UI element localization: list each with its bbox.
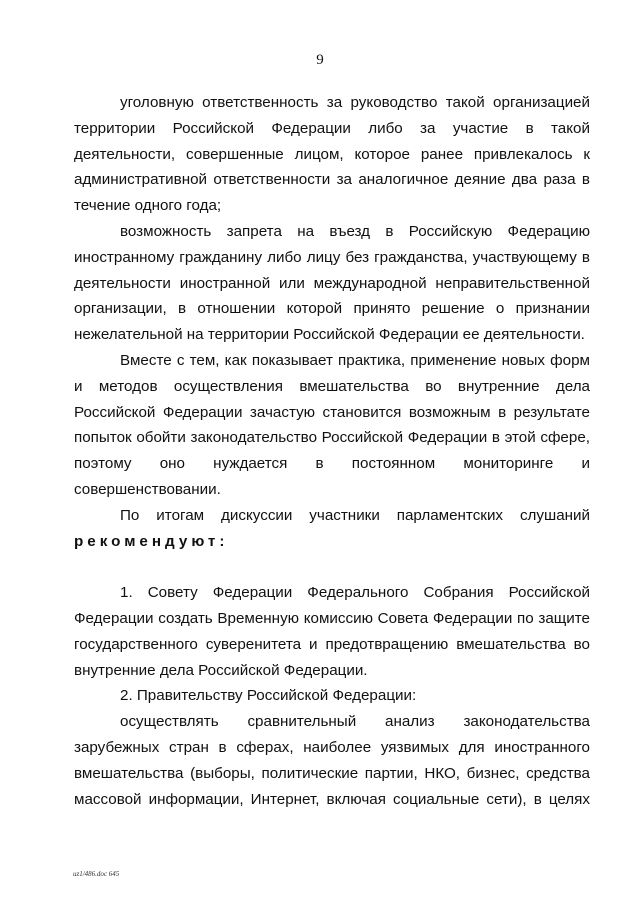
footer-filename: uz1/486.doc 645	[73, 870, 120, 878]
text-line: совершенствовании.	[74, 480, 221, 498]
page-number: 9	[316, 52, 324, 68]
text-line: внутренние дела Российской Федерации.	[74, 661, 368, 679]
document-body	[74, 90, 590, 812]
text-line: массовой информации, Интернет, включая социальные сети), в целях	[74, 790, 590, 808]
text-line: иностранному гражданину либо лицу без гражданства, участвующему в	[74, 248, 590, 266]
text-line: государственного суверенитета и предотвращению вмешательства во	[74, 635, 590, 653]
text-line: и методов осуществления вмешательства во внутренние дела	[74, 377, 590, 395]
text-line: территории Российской Федерации либо за участие в такой	[74, 119, 590, 137]
text-line: нежелательной на территории Российской Федерации ее деятельности.	[74, 326, 585, 344]
text-line: поэтому оно нуждается в постоянном мониторинге и	[74, 455, 590, 473]
text-line: деятельности иностранной или международной неправительственной	[74, 274, 590, 292]
text-line: уголовную ответственность за руководство такой организацией	[120, 94, 590, 111]
text-line: зарубежных стран в сферах, наиболее уязвимых для иностранного	[74, 738, 590, 756]
text-line: Вместе с тем, как показывает практика, применение новых форм	[120, 351, 590, 369]
text-line: Российской Федерации зачастую становится возможным в результате	[74, 403, 590, 421]
text-line: Федерации создать Временную комиссию Совета Федерации по защите	[74, 609, 590, 627]
recommend-heading: рекомендуют:	[74, 532, 229, 550]
text-line: организации, в отношении которой принято решение о признании	[74, 300, 590, 318]
text-line: 1. Совету Федерации Федерального Собрания Российской	[120, 584, 590, 602]
text-line: деятельности, совершенные лицом, которое ранее привлекалось к	[74, 145, 590, 163]
text-line: возможность запрета на въезд в Российскую Федерацию	[120, 222, 590, 240]
text-line: течение одного года;	[74, 197, 222, 215]
text-line: По итогам дискуссии участники парламентских слушаний	[120, 506, 590, 524]
text-line: 2. Правительству Российской Федерации:	[120, 687, 417, 705]
text-line: попыток обойти законодательство Российской Федерации в этой сфере,	[74, 429, 590, 447]
blank-line	[74, 554, 590, 580]
text-line: вмешательства (выборы, политические партии, НКО, бизнес, средства	[74, 764, 590, 782]
text-line: административной ответственности за аналогичное деяние два раза в	[74, 171, 590, 189]
text-line: осуществлять сравнительный анализ законодательства	[120, 713, 590, 731]
